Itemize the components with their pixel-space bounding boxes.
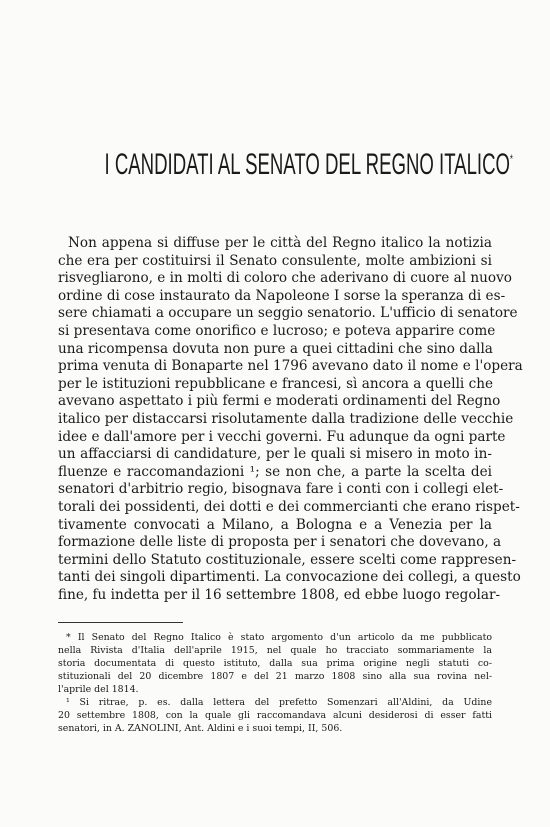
footnote-line: stituzionali del 20 dicembre 1807 e del 21 marzo 1808 sino alla sua rovina nel- [58,671,492,682]
paragraph-line: per le istituzioni repubblicane e francesi, sì ancora a quelli che [58,375,493,392]
footnote-line: storia documentata di questo istituto, dalla sua prima origine negli statuti co- [58,658,492,669]
footnotes [58,631,492,735]
paragraph-line: torali dei possidenti, dei dotti e dei commercianti che erano rispet- [58,498,520,515]
paragraph-line: Non appena si diffuse per le città del Regno italico la notizia [68,235,492,251]
paragraph-line: italico per distaccarsi risolutamente dalla tradizione delle vecchie [58,410,514,427]
footnote-divider [58,622,183,623]
paragraph-line: fine, fu indetta per il 16 settembre 1808, ed ebbe luogo regolar- [58,586,501,603]
paragraph-line: sere chiamati a occupare un seggio senatorio. L'ufficio di senatore [58,305,518,322]
paragraph-line: risvegliarono, e in molti di coloro che aderivano di cuore al nuovo [58,270,512,287]
paragraph-line: senatori d'arbitrio regio, bisognava fare i conti con i collegi elet- [58,481,504,498]
paragraph-line: termini dello Statuto costituzionale, essere scelti come rappresen- [58,551,517,568]
chapter-title-text: I CANDIDATI AL SENATO DEL REGNO ITALICO [104,148,510,181]
paragraph-line: idee e dall'amore per i vecchi governi. Fu adunque da ogni parte [58,428,506,445]
footnote-line: ¹ Si ritrae, p. es. dalla lettera del prefetto Somenzari all'Aldini, da Udine [66,697,492,708]
paragraph-line: prima venuta di Bonaparte nel 1796 avevano dato il nome e l'opera [58,358,523,375]
footnote-line: l'aprile del 1814. [58,684,139,695]
body-paragraph [58,235,523,604]
footnote-line: * Il Senato del Regno Italico è stato argomento d'un articolo da me pubblicato [66,632,492,643]
footnote-line: nella Rivista d'Italia dell'aprile 1915, nel quale ho tracciato sommariamente la [58,645,492,656]
paragraph-line: formazione delle liste di proposta per i senatori che dovevano, a [58,534,502,551]
footnote-line: 20 settembre 1808, con la quale gli raccomandava alcuni desiderosi di esser fatti [58,710,492,721]
title-footnote-mark: * [509,152,513,166]
chapter-title [104,148,513,181]
paragraph-line: un affacciarsi di candidature, per le quali si misero in moto in- [58,446,492,463]
paragraph-line: fluenze e raccomandazioni ¹; se non che, a parte la scelta dei [58,463,492,480]
paragraph-line: avevano aspettato i più fermi e moderati ordinamenti del Regno [58,393,501,410]
paragraph-line: che era per costituirsi il Senato consulente, molte ambizioni si [58,252,492,269]
paragraph-line: si presentava come onorifico e lucroso; e poteva apparire come [58,322,496,339]
footnote-line: senatori, in A. ZANOLINI, Ant. Aldini e i suoi tempi, II, 506. [58,723,343,734]
paragraph-line: tanti dei singoli dipartimenti. La convocazione dei collegi, a questo [58,569,521,586]
paragraph-line: ordine di cose instaurato da Napoleone I sorse la speranza di es- [58,287,506,304]
paragraph-line: una ricompensa dovuta non pure a quei cittadini che sino dalla [58,340,493,357]
paragraph-line: tivamente convocati a Milano, a Bologna e a Venezia per la [58,516,492,533]
